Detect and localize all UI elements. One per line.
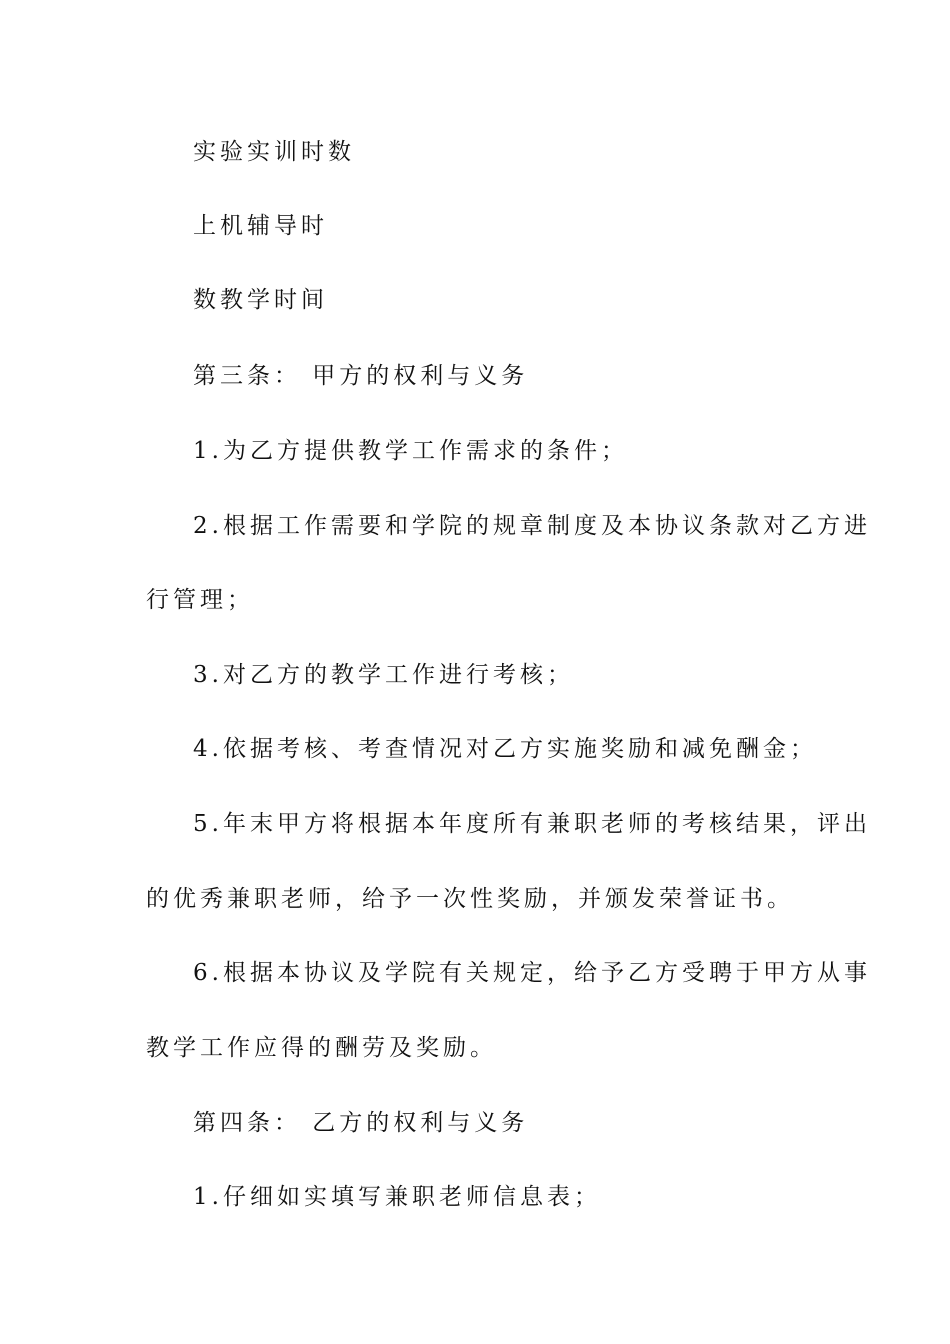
article-three-item-5: 5.年末甲方将根据本年度所有兼职老师的考核结果，评出 [193,811,871,837]
article-three-heading: 第三条： 甲方的权利与义务 [193,363,529,389]
article-three-item-2-cont: 行管理； [146,587,254,613]
article-three-item-6-cont: 教学工作应得的酬劳及奖励。 [146,1035,497,1061]
article-three-item-2: 2.根据工作需要和学院的规章制度及本协议条款对乙方进 [193,513,871,539]
article-three-item-3: 3.对乙方的教学工作进行考核； [193,662,574,688]
article-four-item-1: 1.仔细如实填写兼职老师信息表； [193,1184,601,1210]
article-three-item-6: 6.根据本协议及学院有关规定，给予乙方受聘于甲方从事 [193,960,871,986]
article-three-item-1: 1.为乙方提供教学工作需求的条件； [193,438,628,464]
text-line-hours-lab: 实验实训时数 [193,139,355,165]
article-four-heading: 第四条： 乙方的权利与义务 [193,1110,529,1136]
article-three-item-5-cont: 的优秀兼职老师，给予一次性奖励，并颁发荣誉证书。 [146,886,794,912]
text-line-teaching-time: 数教学时间 [193,287,328,313]
text-line-hours-computer: 上机辅导时 [193,213,328,239]
article-three-item-4: 4.依据考核、考查情况对乙方实施奖励和减免酬金； [193,736,817,762]
